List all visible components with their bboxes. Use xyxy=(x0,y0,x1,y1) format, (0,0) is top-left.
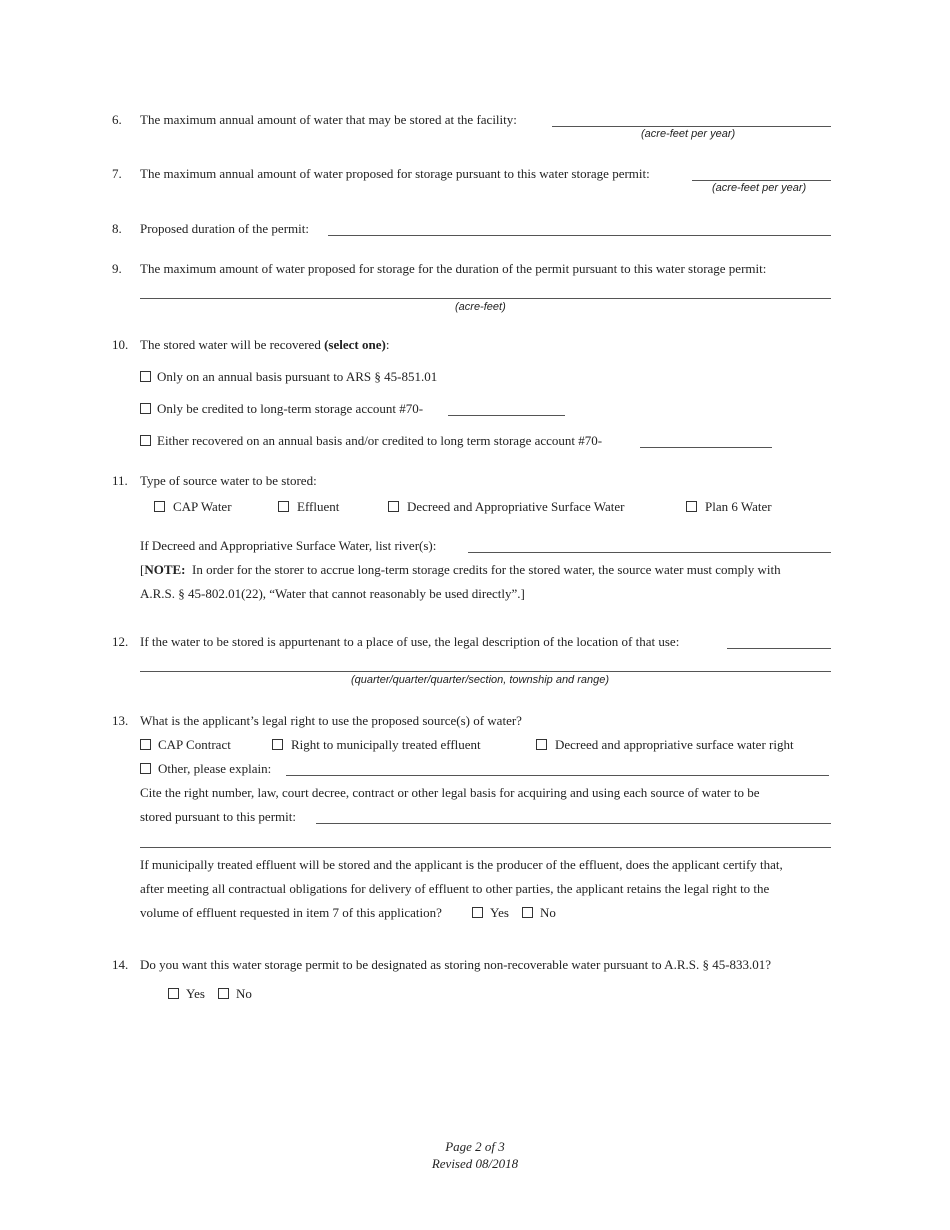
effluent-no-option[interactable]: No xyxy=(522,905,556,921)
right-option-effluent[interactable]: Right to municipally treated effluent xyxy=(272,737,481,753)
question-text: The stored water will be recovered (select one): xyxy=(140,337,390,352)
total-storage-field[interactable] xyxy=(140,298,831,299)
item-number: 10. xyxy=(112,337,129,352)
item-number: 7. xyxy=(112,166,122,181)
checkbox[interactable] xyxy=(218,988,229,999)
duration-field[interactable] xyxy=(328,235,831,236)
legal-description-field[interactable] xyxy=(727,648,831,649)
effluent-text: after meeting all contractual obligations for delivery of effluent to other parties, the applicant retains the legal right to the xyxy=(140,881,770,896)
item-number: 11. xyxy=(112,473,128,488)
item-number: 8. xyxy=(112,221,122,236)
checkbox[interactable] xyxy=(522,907,533,918)
select-one-note: (select one) xyxy=(324,337,386,352)
question-text: Proposed duration of the permit: xyxy=(140,221,309,236)
source-option-plan6[interactable]: Plan 6 Water xyxy=(686,499,772,515)
source-option-cap[interactable]: CAP Water xyxy=(154,499,232,515)
source-option-effluent[interactable]: Effluent xyxy=(278,499,339,515)
cite-text: stored pursuant to this permit: xyxy=(140,809,296,824)
checkbox[interactable] xyxy=(278,501,289,512)
other-explain-field[interactable] xyxy=(286,775,829,776)
nonrecoverable-no-option[interactable]: No xyxy=(218,986,252,1002)
question-text: Type of source water to be stored: xyxy=(140,473,317,488)
source-option-decreed[interactable]: Decreed and Appropriative Surface Water xyxy=(388,499,624,515)
account-number-field[interactable] xyxy=(448,415,565,416)
question-text: Do you want this water storage permit to be designated as storing non-recoverable water pursuant to A.R.S. § 45-833.01? xyxy=(140,957,772,972)
nonrecoverable-yes-option[interactable]: Yes xyxy=(168,986,205,1002)
checkbox[interactable] xyxy=(472,907,483,918)
checkbox[interactable] xyxy=(272,739,283,750)
checkbox[interactable] xyxy=(168,988,179,999)
recovery-option-annual[interactable]: Only on an annual basis pursuant to ARS § 45-851.01 xyxy=(140,369,437,385)
right-option-other[interactable]: Other, please explain: xyxy=(140,761,271,777)
item-number: 14. xyxy=(112,957,129,972)
effluent-text: If municipally treated effluent will be stored and the applicant is the producer of the effluent, does the applicant certify that, xyxy=(140,857,783,872)
item-number: 12. xyxy=(112,634,129,649)
account-number-field[interactable] xyxy=(640,447,772,448)
checkbox[interactable] xyxy=(140,403,151,414)
page-number: Page 2 of 3 xyxy=(445,1139,505,1154)
note-text: A.R.S. § 45-802.01(22), “Water that cannot reasonably be used directly”.] xyxy=(140,586,525,601)
legal-description-field-line2[interactable] xyxy=(140,671,831,672)
field-caption: (quarter/quarter/quarter/section, township and range) xyxy=(351,674,610,686)
storage-amount-field[interactable] xyxy=(552,126,831,127)
question-text: What is the applicant’s legal right to use the proposed source(s) of water? xyxy=(140,713,522,728)
cite-text: Cite the right number, law, court decree, contract or other legal basis for acquiring and using each source of water to be xyxy=(140,785,760,800)
effluent-text: volume of effluent requested in item 7 of this application? xyxy=(140,905,442,920)
river-field[interactable] xyxy=(468,552,831,553)
river-label: If Decreed and Appropriative Surface Water, list river(s): xyxy=(140,538,437,553)
item-number: 9. xyxy=(112,261,122,276)
checkbox[interactable] xyxy=(140,435,151,446)
question-text: If the water to be stored is appurtenant to a place of use, the legal description of the location of that use: xyxy=(140,634,680,649)
recovery-option-credit[interactable]: Only be credited to long-term storage account #70- xyxy=(140,401,423,417)
item-number: 13. xyxy=(112,713,129,728)
question-text: The maximum annual amount of water that may be stored at the facility: xyxy=(140,112,517,127)
proposed-storage-field[interactable] xyxy=(692,180,831,181)
right-option-decreed[interactable]: Decreed and appropriative surface water right xyxy=(536,737,794,753)
item-number: 6. xyxy=(112,112,122,127)
checkbox[interactable] xyxy=(686,501,697,512)
checkbox[interactable] xyxy=(140,739,151,750)
right-option-cap-contract[interactable]: CAP Contract xyxy=(140,737,231,753)
checkbox[interactable] xyxy=(536,739,547,750)
revision-date: Revised 08/2018 xyxy=(431,1156,519,1171)
legal-basis-field-line2[interactable] xyxy=(140,847,831,848)
checkbox[interactable] xyxy=(388,501,399,512)
question-text: The maximum amount of water proposed for storage for the duration of the permit pursuant to this water storage permit: xyxy=(140,261,767,276)
field-caption: (acre-feet per year) xyxy=(641,128,736,140)
question-text: The maximum annual amount of water proposed for storage pursuant to this water storage permit: xyxy=(140,166,650,181)
note-text: [NOTE: In order for the storer to accrue long-term storage credits for the stored water, the source water must comply with xyxy=(140,562,781,577)
effluent-yes-option[interactable]: Yes xyxy=(472,905,509,921)
legal-basis-field[interactable] xyxy=(316,823,831,824)
checkbox[interactable] xyxy=(154,501,165,512)
checkbox[interactable] xyxy=(140,763,151,774)
field-caption: (acre-feet per year) xyxy=(712,182,807,194)
checkbox[interactable] xyxy=(140,371,151,382)
field-caption: (acre-feet) xyxy=(455,301,506,313)
recovery-option-either[interactable]: Either recovered on an annual basis and/or credited to long term storage account #70- xyxy=(140,433,602,449)
